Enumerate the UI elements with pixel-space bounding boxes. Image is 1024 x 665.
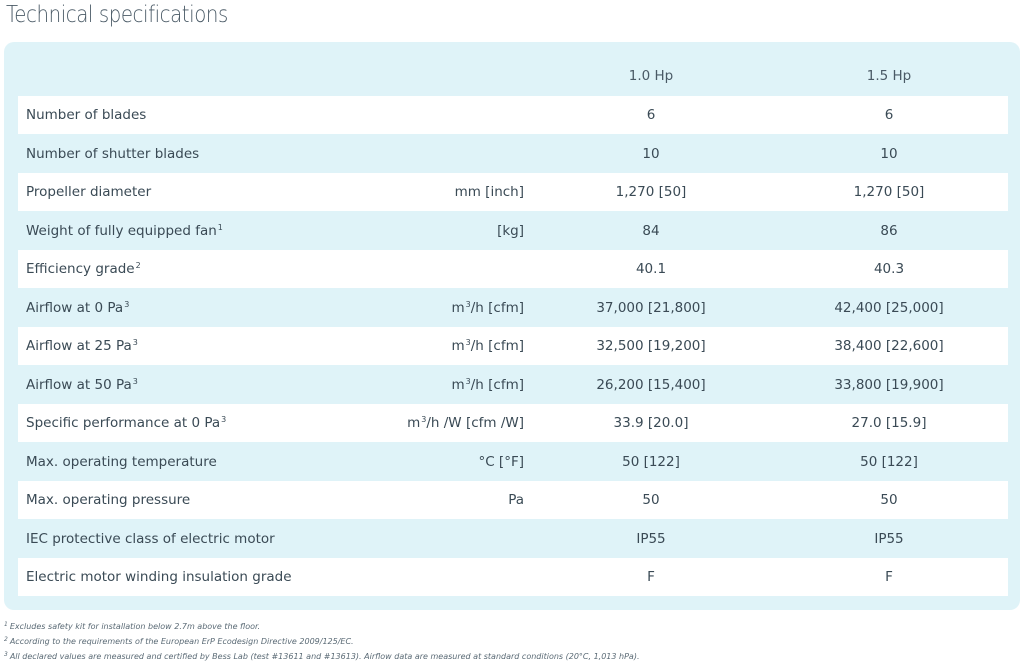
value-1-5hp: IP55 (874, 530, 904, 547)
row-unit (455, 184, 524, 200)
value-1-5hp: 33,800 [19,900] (834, 376, 944, 393)
table-row (18, 250, 1008, 288)
value-1hp: 33.9 [20.0] (613, 415, 689, 431)
row-unit (451, 300, 524, 316)
table-row (18, 96, 1008, 134)
row-label (26, 184, 151, 200)
row-label (26, 146, 199, 162)
footnote-text: Excludes safety kit for installation below 2.7m above the floor. (9, 622, 261, 631)
unit-exponent: 3 (465, 338, 471, 347)
row-label-text: Max. operating pressure (26, 492, 191, 508)
row-unit (407, 415, 524, 431)
row-label-text: Efficiency grade (26, 261, 135, 277)
unit-exponent: 3 (465, 299, 471, 309)
unit-exponent: 3 (465, 376, 471, 386)
footnote-marker: 3 (132, 338, 138, 347)
unit-text-rest: /h [cfm] (470, 376, 524, 393)
row-label-text: Specific performance at 0 Pa (26, 415, 221, 431)
value-1-5hp: 50 (880, 492, 898, 508)
row-label (26, 300, 129, 316)
footnote-number: 1 (4, 621, 8, 628)
row-label (26, 492, 190, 508)
footnote-marker: 3 (132, 376, 138, 386)
table-row (18, 481, 1008, 519)
unit-text: m (407, 415, 421, 431)
table-row (18, 366, 1008, 404)
unit-text-rest: /h [cfm] (470, 338, 524, 354)
table-row (18, 404, 1008, 442)
unit-text: [kg] (497, 222, 524, 239)
row-label-text: Airflow at 0 Pa (26, 299, 124, 316)
footnote-marker: 3 (124, 299, 130, 309)
table-row (18, 558, 1008, 596)
row-label-text: Airflow at 25 Pa (26, 338, 132, 354)
unit-text: m (451, 299, 465, 316)
row-unit (451, 377, 524, 393)
value-1hp: 26,200 [15,400] (596, 376, 706, 393)
row-unit (508, 492, 524, 508)
value-1hp: 50 [122] (622, 453, 680, 470)
footnote-number: 2 (4, 636, 8, 643)
unit-text: Pa (508, 492, 524, 508)
value-1hp: 84 (642, 222, 660, 239)
row-label-text: Airflow at 50 Pa (26, 376, 132, 393)
value-1-5hp: 50 [122] (860, 453, 918, 470)
row-label-text: Number of shutter blades (26, 145, 200, 162)
value-1hp: 40.1 (635, 261, 667, 277)
value-1-5hp: 42,400 [25,000] (834, 299, 944, 316)
row-label-text: IEC protective class of electric motor (26, 530, 275, 547)
row-label-text: Number of blades (26, 107, 147, 123)
footnote-text: All declared values are measured and certified by Bess Lab (test #13611 and #13613). Airflow data are measured at standard conditions (20°C, 1,013 hPa). (9, 652, 640, 661)
value-1hp: 32,500 [19,200] (596, 338, 706, 354)
unit-text: °C [°F] (478, 453, 524, 470)
unit-text: m (451, 338, 465, 354)
value-1hp: F (647, 569, 655, 585)
row-label (26, 415, 226, 431)
value-1hp: IP55 (636, 530, 666, 547)
unit-text: m (451, 376, 465, 393)
page-title: Technical specifications (6, 2, 228, 28)
footnote (4, 633, 640, 648)
footnote (4, 618, 640, 633)
row-label-text: Weight of fully equipped fan (26, 222, 217, 239)
footnote (4, 648, 640, 663)
value-1-5hp: 10 (880, 145, 898, 162)
table-row (18, 173, 1008, 211)
value-1-5hp: 27.0 [15.9] (851, 415, 927, 431)
column-header-1: 1.0 Hp (628, 68, 674, 84)
unit-text: mm [inch] (454, 184, 524, 200)
table-row (18, 443, 1008, 481)
value-1-5hp: 1,270 [50] (853, 184, 925, 200)
footnote-number: 3 (4, 651, 8, 658)
table-row (18, 327, 1008, 365)
row-label (26, 107, 146, 123)
row-label (26, 338, 138, 354)
value-1hp: 1,270 [50] (615, 184, 687, 200)
unit-text-rest: /h /W [cfm /W] (426, 415, 524, 431)
row-label (26, 454, 217, 470)
row-unit (497, 223, 524, 239)
row-label (26, 223, 223, 239)
footnote-marker: 1 (217, 222, 223, 232)
column-header-2: 1.5 Hp (866, 68, 912, 84)
value-1hp: 50 (642, 492, 660, 508)
footnote-marker: 3 (221, 415, 227, 424)
value-1-5hp: 38,400 [22,600] (834, 338, 944, 354)
value-1-5hp: 6 (884, 107, 894, 123)
value-1-5hp: 86 (880, 222, 898, 239)
unit-exponent: 3 (421, 415, 427, 424)
row-label (26, 261, 141, 277)
row-label (26, 569, 292, 585)
value-1-5hp: 40.3 (873, 261, 905, 277)
row-label (26, 377, 138, 393)
footnote-marker: 2 (135, 261, 141, 270)
footnotes (4, 618, 640, 663)
table-row (18, 212, 1008, 250)
row-label-text: Max. operating temperature (26, 453, 217, 470)
table-row (18, 135, 1008, 173)
row-label (26, 531, 275, 547)
value-1-5hp: F (885, 569, 893, 585)
value-1hp: 6 (646, 107, 656, 123)
row-label-text: Electric motor winding insulation grade (26, 569, 292, 585)
table-row (18, 520, 1008, 558)
table-row (18, 289, 1008, 327)
row-label-text: Propeller diameter (26, 184, 152, 200)
row-unit (478, 454, 524, 470)
value-1hp: 37,000 [21,800] (596, 299, 706, 316)
value-1hp: 10 (642, 145, 660, 162)
unit-text-rest: /h [cfm] (470, 299, 524, 316)
footnote-text: According to the requirements of the European ErP Ecodesign Directive 2009/125/EC. (9, 637, 354, 646)
row-unit (451, 338, 524, 354)
